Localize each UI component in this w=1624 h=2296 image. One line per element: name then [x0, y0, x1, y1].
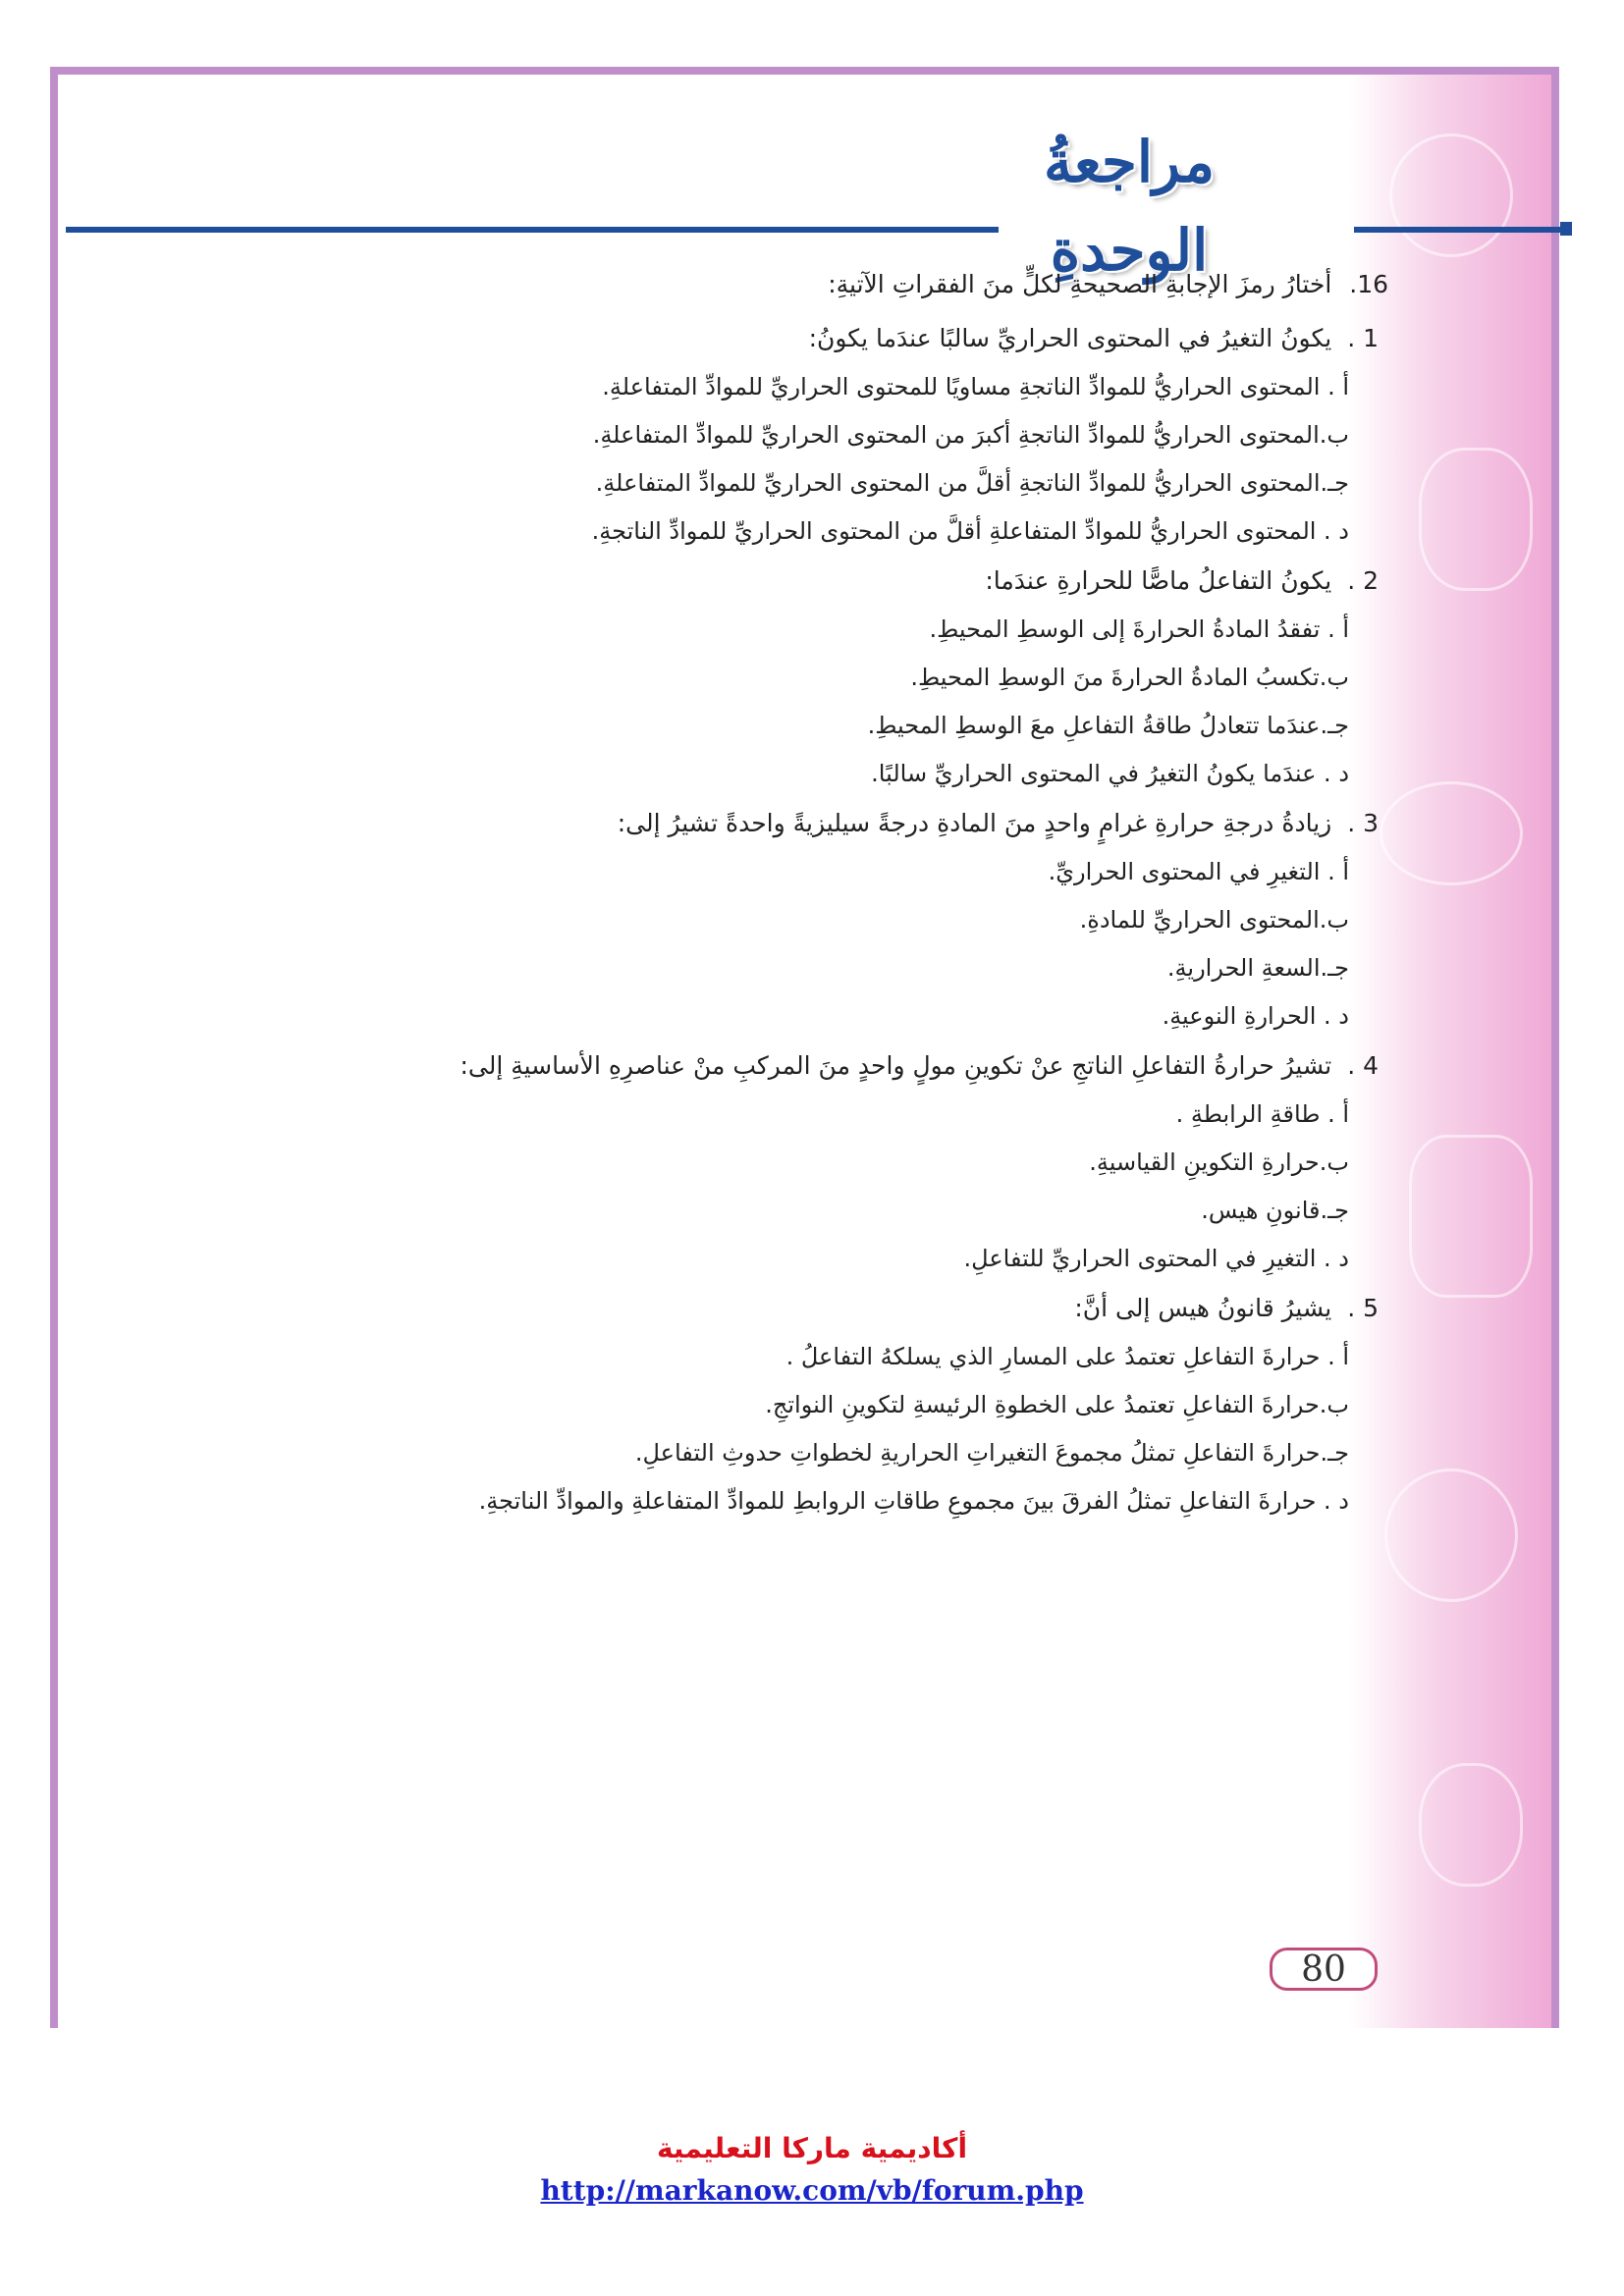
option-c: جـ.عندَما تتعادلُ طاقةُ التفاعلِ معَ الوسطِ المحيطِ.	[867, 712, 1349, 739]
question-stem	[230, 566, 1388, 595]
question-number: 5 .	[1347, 1294, 1379, 1322]
option-b: ب.تكسبُ المادةُ الحرارةَ منَ الوسطِ المحيطِ.	[910, 664, 1349, 691]
question-3	[230, 809, 1388, 1030]
title-rule-end	[1560, 222, 1572, 236]
option-c: جـ.السعةِ الحراريةِ.	[1166, 954, 1349, 982]
main-question-text: أختارُ رمزَ الإجابةِ الصحيحةِ لكلٍّ منَ الفقراتِ الآتيةِ:	[828, 270, 1332, 298]
question-text: يكونُ التغيرُ في المحتوى الحراريِّ سالبًا عندَما يكونُ:	[808, 324, 1332, 352]
review-content	[230, 270, 1388, 1536]
title-rule-left	[66, 227, 999, 233]
option-a: أ . تفقدُ المادةُ الحرارةَ إلى الوسطِ المحيطِ.	[929, 615, 1349, 643]
footer-academy-name: أكاديمية ماركا التعليمية	[656, 2132, 968, 2164]
question-1	[230, 324, 1388, 545]
question-number: 1 .	[1347, 324, 1379, 352]
question-text: يكونُ التفاعلُ ماصًّا للحرارةِ عندَما:	[985, 566, 1332, 595]
option-a: أ . طاقةِ الرابطةِ .	[1175, 1100, 1349, 1128]
option-c: جـ.حرارةَ التفاعلِ تمثلُ مجموعَ التغيراتِ الحراريةِ لخطواتِ حدوثِ التفاعلِ.	[634, 1439, 1349, 1467]
question-number: 3 .	[1347, 809, 1379, 837]
page-number: 80	[1270, 1948, 1378, 1991]
option-c: جـ.قانونِ هيس.	[1201, 1197, 1349, 1224]
question-5	[230, 1294, 1388, 1515]
option-b: ب.المحتوى الحراريِّ للمادةِ.	[1079, 906, 1349, 934]
option-c: جـ.المحتوى الحراريُّ للموادِّ الناتجةِ أقلَّ من المحتوى الحراريِّ للموادِّ المتفاعلةِ.	[595, 469, 1349, 497]
option-d: د . الحرارةِ النوعيةِ.	[1162, 1002, 1349, 1030]
option-b: ب.حرارةِ التكوينِ القياسيةِ.	[1089, 1148, 1349, 1176]
option-a: أ . التغيرِ في المحتوى الحراريِّ.	[1048, 858, 1349, 885]
option-d: د . المحتوى الحراريُّ للموادِّ المتفاعلةِ أقلَّ من المحتوى الحراريِّ للموادِّ الناتجةِ.	[591, 517, 1349, 545]
question-stem	[230, 809, 1388, 837]
option-b: ب.المحتوى الحراريُّ للموادِّ الناتجةِ أكبرَ من المحتوى الحراريِّ للموادِّ المتفاعلةِ.	[592, 421, 1349, 449]
question-number: 4 .	[1347, 1051, 1379, 1080]
question-text: يشيرُ قانونُ هيس إلى أنَّ:	[1074, 1294, 1332, 1322]
unit-title: مراجعةُ الوحدةِ	[1043, 129, 1216, 284]
question-stem	[230, 1051, 1388, 1080]
question-2	[230, 566, 1388, 787]
option-d: د . عندَما يكونُ التغيرُ في المحتوى الحراريِّ سالبًا.	[871, 760, 1349, 787]
title-rule-right	[1354, 227, 1560, 233]
question-stem	[230, 1294, 1388, 1322]
question-4	[230, 1051, 1388, 1272]
question-text: زيادةُ درجةِ حرارةِ غرامٍ واحدٍ منَ المادةِ درجةً سيليزيةً واحدةً تشيرُ إلى:	[617, 809, 1332, 837]
option-a: أ . حرارةَ التفاعلِ تعتمدُ على المسارِ الذي يسلكهُ التفاعلُ .	[785, 1343, 1349, 1370]
main-question	[230, 270, 1388, 298]
option-a: أ . المحتوى الحراريُّ للموادِّ الناتجةِ مساويًا للمحتوى الحراريِّ للموادِّ المتفاعلةِ.	[602, 373, 1349, 400]
footer-forum-link[interactable]: http://markanow.com/vb/forum.php	[540, 2174, 1084, 2207]
option-b: ب.حرارةَ التفاعلِ تعتمدُ على الخطوةِ الرئيسةِ لتكوينِ النواتجِ.	[765, 1391, 1349, 1418]
question-number: 2 .	[1347, 566, 1379, 595]
option-d: د . التغيرِ في المحتوى الحراريِّ للتفاعلِ.	[963, 1245, 1349, 1272]
option-d: د . حرارةَ التفاعلِ تمثلُ الفرقَ بينَ مجموعِ طاقاتِ الروابطِ للموادِّ المتفاعلةِ والموادِّ الناتجةِ.	[478, 1487, 1349, 1515]
main-question-number: 16.	[1349, 270, 1388, 298]
question-stem	[230, 324, 1388, 352]
question-text: تشيرُ حرارةُ التفاعلِ الناتجِ عنْ تكوينِ مولٍ واحدٍ منَ المركبِ منْ عناصرِهِ الأساسيةِ إلى:	[460, 1051, 1332, 1080]
